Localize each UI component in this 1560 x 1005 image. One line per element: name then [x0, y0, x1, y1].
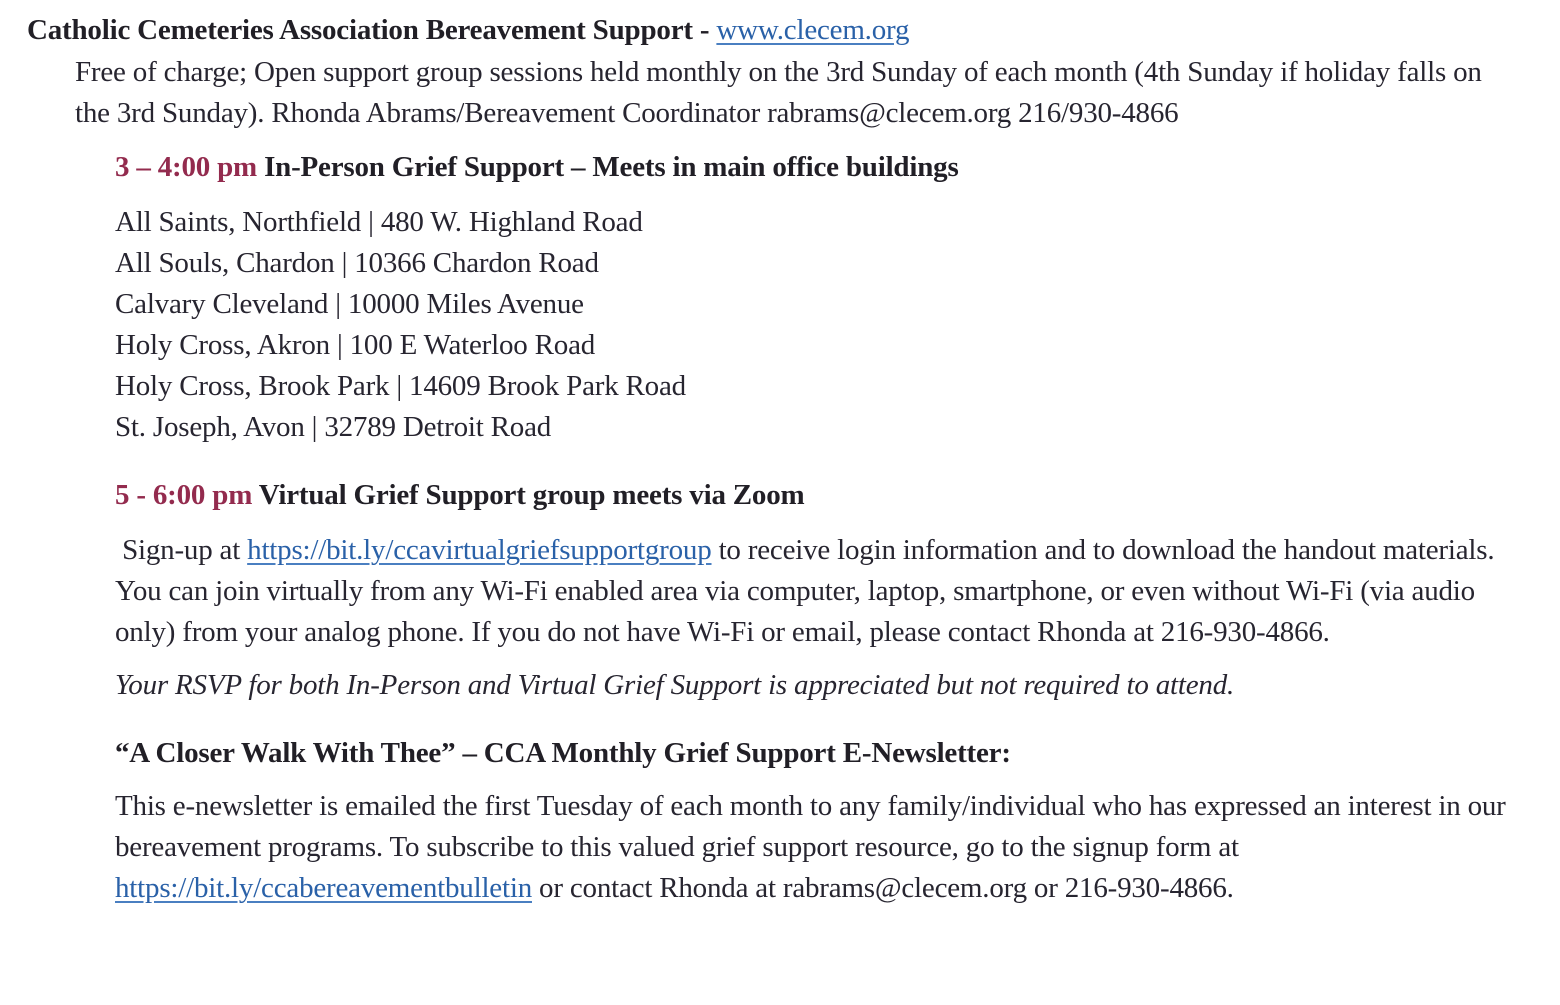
location-row: St. Joseph, Avon | 32789 Detroit Road: [115, 411, 552, 443]
newsletter-heading: “A Closer Walk With Thee” – CCA Monthly Grief Support E-Newsletter:: [115, 737, 1011, 769]
page-title-text: Catholic Cemeteries Association Bereavement Support: [27, 14, 693, 46]
clecem-org-link[interactable]: www.clecem.org: [716, 14, 910, 46]
location-row: All Saints, Northfield | 480 W. Highland Road: [115, 206, 643, 238]
virtual-signup-post: to receive login information and to download the handout materials. You can join virtually from any Wi-Fi enabled area via computer, laptop, smartphone, or even without Wi-Fi (via audio only) from your analog phone. If you do not have Wi-Fi or email, please contact Rhonda at 216-930-4866.: [115, 534, 1501, 648]
in-person-section-heading: [115, 147, 1560, 188]
newsletter-body-pre: This e-newsletter is emailed the first Tuesday of each month to any family/individual who has expressed an interest in our bereavement programs. To subscribe to this valued grief support resource, go to the signup form at: [115, 790, 1506, 863]
location-list: [115, 202, 1560, 448]
virtual-signup-pre: Sign-up at: [115, 534, 248, 566]
location-row: All Souls, Chardon | 10366 Chardon Road: [115, 247, 599, 279]
intro-paragraph: Free of charge; Open support group sessions held monthly on the 3rd Sunday of each month (4th Sunday if holiday falls on the 3rd Sunday). Rhonda Abrams/Bereavement Coordinator rabrams@clecem.org 216/930-4866: [75, 56, 1482, 129]
virtual-section-heading: [115, 475, 1560, 516]
rsvp-note: Your RSVP for both In-Person and Virtual Grief Support is appreciated but not required to attend.: [115, 669, 1235, 701]
in-person-time: 3 – 4:00 pm: [115, 151, 257, 183]
location-row: Holy Cross, Akron | 100 E Waterloo Road: [115, 329, 596, 361]
location-row: Calvary Cleveland | 10000 Miles Avenue: [115, 288, 584, 320]
virtual-signup-link[interactable]: https://bit.ly/ccavirtualgriefsupportgroup: [247, 534, 712, 566]
virtual-time: 5 - 6:00 pm: [115, 479, 253, 511]
newsletter-signup-link[interactable]: https://bit.ly/ccabereavementbulletin: [115, 872, 532, 904]
in-person-heading-label: In-Person Grief Support – Meets in main office buildings: [264, 151, 959, 183]
newsletter-paragraph: [115, 786, 1543, 909]
page-title: [27, 10, 1560, 51]
virtual-signup-paragraph: [115, 530, 1540, 653]
newsletter-body-post: or contact Rhonda at rabrams@clecem.org or 216-930-4866.: [532, 872, 1234, 904]
virtual-heading-label: Virtual Grief Support group meets via Zoom: [258, 479, 805, 511]
title-separator: -: [692, 14, 717, 46]
location-row: Holy Cross, Brook Park | 14609 Brook Park Road: [115, 370, 686, 402]
